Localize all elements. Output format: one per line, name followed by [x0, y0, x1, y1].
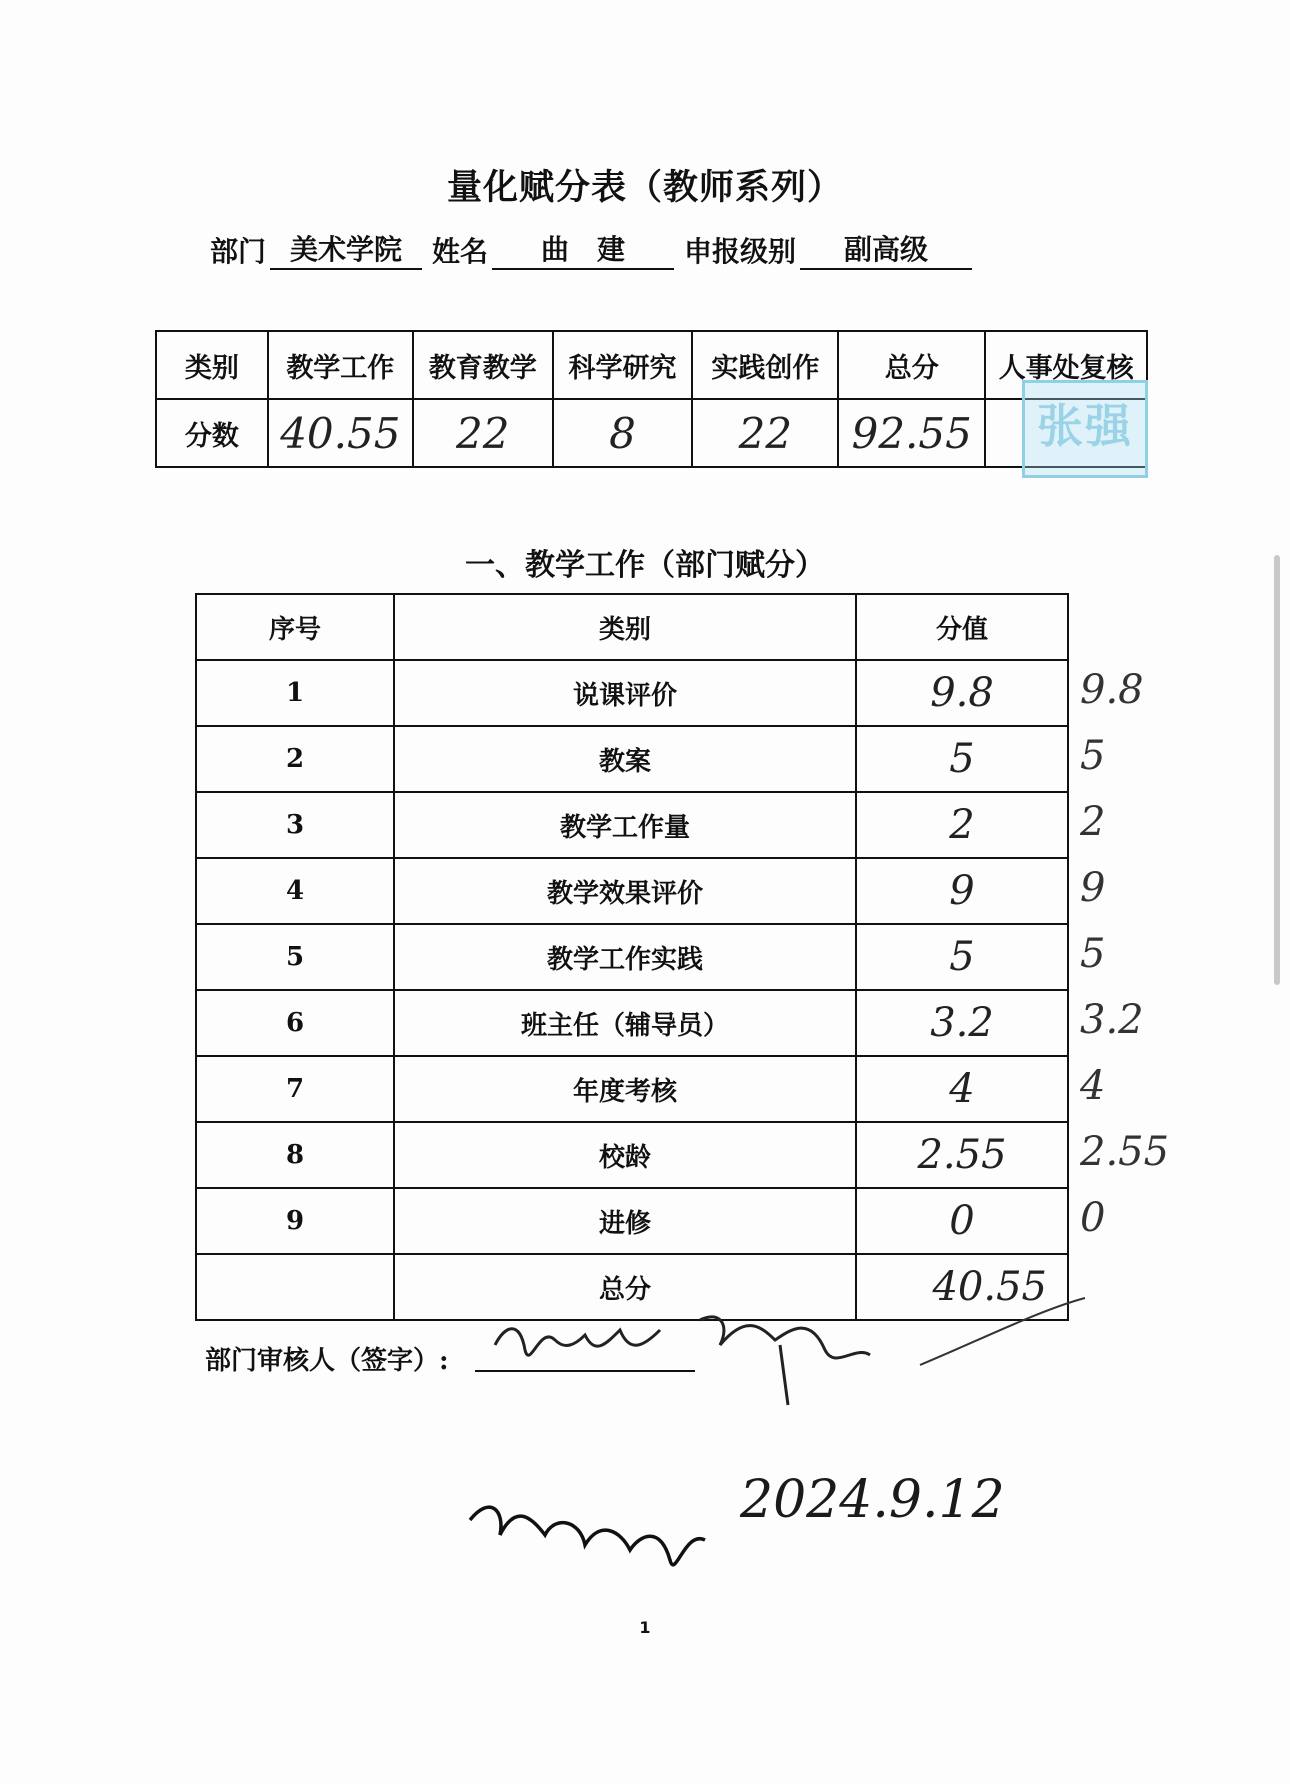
total-label: 总分: [394, 1254, 856, 1320]
summary-score: 8: [553, 399, 693, 467]
row-no: 6: [196, 990, 394, 1056]
summary-score: 40.55: [268, 399, 413, 467]
row-no: 5: [196, 924, 394, 990]
row-no: 3: [196, 792, 394, 858]
check-value: 9: [1080, 865, 1106, 911]
summary-total-score: 92.55: [838, 399, 985, 467]
row-value: 2: [856, 792, 1068, 858]
row-no: 8: [196, 1122, 394, 1188]
row-category: 教学效果评价: [394, 858, 856, 924]
total-check-stroke: [920, 1298, 1085, 1365]
page-number: 1: [639, 1618, 651, 1637]
total-value: 40.55: [856, 1254, 1068, 1320]
header-category: 类别: [394, 594, 856, 660]
level-label: 申报级别: [684, 235, 797, 268]
row-value: 9: [856, 858, 1068, 924]
row-no: 7: [196, 1056, 394, 1122]
row-no: 4: [196, 858, 394, 924]
level-value: 副高级: [800, 228, 972, 270]
document-title: 量化赋分表（教师系列）: [446, 167, 843, 208]
row-category: 年度考核: [394, 1056, 856, 1122]
check-value: 5: [1080, 733, 1106, 779]
scrollbar[interactable]: [1274, 555, 1280, 985]
row-category: 校龄: [394, 1122, 856, 1188]
row-category: 教学工作实践: [394, 924, 856, 990]
check-value: 3.2: [1080, 997, 1144, 1043]
summary-header-cell: 科学研究: [553, 331, 693, 399]
section-title: 一、教学工作（部门赋分）: [465, 548, 825, 583]
row-value: 4: [856, 1056, 1068, 1122]
summary-score: 22: [692, 399, 838, 467]
summary-header-cell: 人事处复核: [985, 331, 1147, 399]
signature-line: [475, 1370, 695, 1372]
row-no: 1: [196, 660, 394, 726]
row-value: 5: [856, 924, 1068, 990]
signer-label: 部门审核人（签字）:: [205, 1346, 449, 1376]
check-value: 5: [1080, 931, 1106, 977]
row-category: 教学工作量: [394, 792, 856, 858]
row-category: 班主任（辅导员）: [394, 990, 856, 1056]
summary-row-label: 分数: [156, 399, 268, 467]
dept-label: 部门: [210, 235, 267, 268]
row-category: 进修: [394, 1188, 856, 1254]
name-value: 曲 建: [492, 228, 674, 270]
check-value: 2.55: [1080, 1129, 1170, 1175]
signature-stroke: [700, 1317, 870, 1405]
summary-header-cell: 实践创作: [692, 331, 838, 399]
summary-header-cell: 总分: [838, 331, 985, 399]
check-value: 4: [1080, 1063, 1106, 1109]
signature-stroke: [470, 1507, 705, 1565]
header-value: 分值: [856, 594, 1068, 660]
check-value: 2: [1080, 799, 1106, 845]
row-category: 教案: [394, 726, 856, 792]
signature-date: 2024.9.12: [740, 1470, 1005, 1530]
summary-header-cell: 教学工作: [268, 331, 413, 399]
row-value: 0: [856, 1188, 1068, 1254]
row-value: 9.8: [856, 660, 1068, 726]
check-value: 0: [1080, 1195, 1106, 1241]
summary-score: 22: [413, 399, 553, 467]
signature-stroke: [495, 1329, 660, 1355]
check-value: 9.8: [1080, 667, 1144, 713]
name-label: 姓名: [432, 235, 489, 268]
row-category: 说课评价: [394, 660, 856, 726]
stamp-text: 张强: [1037, 399, 1133, 453]
summary-header-cell: 教育教学: [413, 331, 553, 399]
row-value: 2.55: [856, 1122, 1068, 1188]
dept-value: 美术学院: [270, 228, 422, 270]
row-value: 5: [856, 726, 1068, 792]
header-no: 序号: [196, 594, 394, 660]
summary-header-cell: 类别: [156, 331, 268, 399]
row-no: 2: [196, 726, 394, 792]
row-value: 3.2: [856, 990, 1068, 1056]
row-no: 9: [196, 1188, 394, 1254]
